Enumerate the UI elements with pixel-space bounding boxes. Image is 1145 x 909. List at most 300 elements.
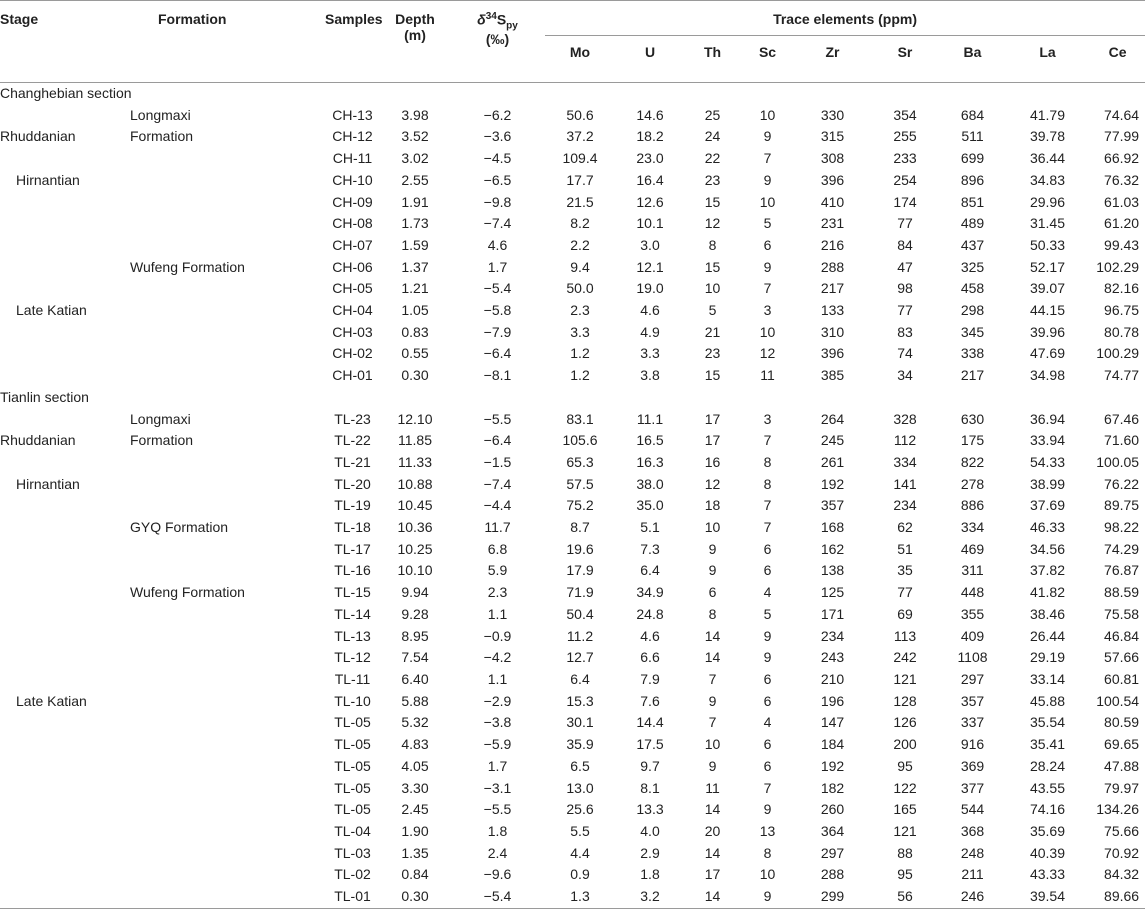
cell-ce: 96.75 [1104,302,1140,319]
cell-d34s: −3.8 [483,714,512,731]
cell-stage [0,712,130,734]
cell-d34s: −7.4 [483,215,512,232]
cell-sr: 77 [897,584,913,601]
cell-mo: 71.9 [566,584,594,601]
cell-formation [130,799,285,821]
cell-th: 9 [708,692,717,709]
cell-ce: 88.59 [1104,584,1140,601]
cell-formation [130,864,285,886]
cell-sample: CH-06 [332,258,373,275]
cell-sc: 6 [763,692,772,709]
cell-ba: 469 [960,540,985,557]
cell-sr: 255 [893,128,917,145]
table-row [0,409,1145,431]
cell-sample: CH-08 [332,215,373,232]
cell-sr: 98 [897,280,913,297]
header-delta34s [450,1,545,83]
cell-sc: 8 [763,844,772,861]
cell-th: 12 [704,215,721,232]
cell-zr: 288 [820,866,845,883]
header-sr: Sr [870,36,940,83]
header-ce: Ce [1090,36,1145,83]
cell-mo: 0.9 [570,866,590,883]
cell-mo: 65.3 [566,453,594,470]
cell-u: 8.1 [640,779,660,796]
cell-th: 15 [704,367,721,384]
cell-zr: 133 [820,302,845,319]
cell-zr: 264 [820,410,845,427]
cell-ba: 175 [960,432,985,449]
cell-sc: 13 [759,822,776,839]
table-row [0,343,1145,365]
cell-ce: 46.84 [1104,627,1140,644]
cell-depth: 1.21 [401,280,429,297]
cell-d34s: −1.5 [483,453,512,470]
cell-stage [0,734,130,756]
cell-mo: 8.7 [570,519,590,536]
table-row [0,647,1145,669]
cell-mo: 6.5 [570,757,590,774]
cell-u: 23.0 [636,150,664,167]
cell-d34s: −5.5 [483,410,512,427]
cell-stage [0,778,130,800]
cell-d34s: −6.4 [483,432,512,449]
cell-sample: TL-14 [334,605,371,622]
cell-mo: 5.5 [570,822,590,839]
cell-ce: 100.54 [1096,692,1140,709]
cell-la: 54.33 [1029,453,1066,470]
cell-formation [130,235,285,257]
cell-zr: 310 [820,323,845,340]
cell-sc: 9 [763,627,772,644]
cell-d34s: −6.5 [483,171,512,188]
cell-sr: 233 [893,150,917,167]
table-row [0,170,1145,192]
cell-stage: Late Katian [16,302,87,319]
cell-ba: 248 [960,844,985,861]
cell-ce: 75.66 [1104,822,1140,839]
cell-la: 26.44 [1029,627,1066,644]
table-row [0,756,1145,778]
table-row [0,843,1145,865]
table-row [0,734,1145,756]
table-row [0,539,1145,561]
cell-sample: CH-09 [332,193,373,210]
cell-stage [0,452,130,474]
cell-d34s: −9.6 [483,866,512,883]
cell-mo: 1.2 [570,367,590,384]
table-row [0,278,1145,300]
cell-sr: 165 [893,801,917,818]
cell-formation [130,778,285,800]
cell-sr: 174 [893,193,917,210]
cell-ce: 57.66 [1104,649,1140,666]
cell-sc: 10 [759,106,776,123]
cell-ba: 448 [960,584,985,601]
cell-stage [0,821,130,843]
cell-sc: 8 [763,453,772,470]
cell-stage [0,105,130,127]
cell-sc: 12 [759,345,776,362]
cell-sc: 7 [763,280,772,297]
cell-la: 39.54 [1005,886,1090,908]
cell-th: 17 [704,866,721,883]
header-delta34s-unit: (‰) [485,31,510,48]
cell-sr: 122 [893,779,917,796]
cell-sample: TL-18 [334,519,371,536]
cell-la: 33.94 [1029,432,1066,449]
cell-u: 13.3 [636,801,664,818]
cell-ba: 345 [960,323,985,340]
cell-stage [0,495,130,517]
cell-d34s: −2.9 [483,692,512,709]
cell-la: 29.19 [1029,649,1066,666]
cell-mo: 50.4 [566,605,594,622]
cell-depth: 3.98 [401,106,429,123]
cell-zr: 192 [820,757,845,774]
cell-ce: 74.64 [1104,106,1140,123]
cell-sc: 6 [763,562,772,579]
cell-ce: 61.03 [1104,193,1140,210]
cell-sc: 5 [763,605,772,622]
cell-zr: 147 [820,714,845,731]
cell-depth: 1.73 [401,215,429,232]
table-row [0,821,1145,843]
section-heading-row [0,387,1145,409]
cell-stage [0,626,130,648]
cell-zr: 315 [820,128,845,145]
header-samples: Samples [285,1,380,83]
cell-zr: 288 [820,258,845,275]
cell-sc: 9 [763,128,772,145]
cell-u: 7.9 [640,670,660,687]
table-row [0,126,1145,148]
cell-zr: 308 [820,150,845,167]
cell-depth: 1.90 [401,822,429,839]
cell-th: 16 [704,453,721,470]
cell-formation [130,560,285,582]
cell-d34s: −5.9 [483,736,512,753]
cell-stage [0,322,130,344]
cell-th: 7 [708,714,717,731]
header-stage: Stage [0,1,130,83]
cell-u: 3.0 [640,236,660,253]
header-depth-label: Depth [395,11,435,27]
cell-la: 35.54 [1029,714,1066,731]
cell-stage: Hirnantian [16,171,80,188]
cell-stage [0,365,130,387]
cell-ce: 77.99 [1104,128,1140,145]
cell-u: 38.0 [636,475,664,492]
cell-stage [0,756,130,778]
cell-d34s: 1.8 [487,822,508,839]
cell-stage: Late Katian [16,692,87,709]
cell-la: 29.96 [1029,193,1066,210]
header-delta34s-label: $\delta^{34}S_{py}$ [477,11,518,32]
cell-sample: TL-17 [334,540,371,557]
cell-depth: 1.91 [401,193,429,210]
cell-sr: 69 [897,605,913,622]
cell-d34s: 4.6 [487,236,508,253]
cell-th: 10 [704,519,721,536]
cell-zr: 396 [820,171,845,188]
cell-zr: 396 [820,345,845,362]
cell-la: 44.15 [1029,302,1066,319]
cell-d34s: −4.5 [483,150,512,167]
cell-u: 34.9 [636,584,664,601]
cell-la: 28.24 [1029,757,1066,774]
cell-ba: 1108 [957,649,988,666]
cell-th: 9 [708,562,717,579]
cell-sc: 3 [763,410,772,427]
cell-stage: Rhuddanian [0,128,76,145]
cell-sr: 84 [897,236,913,253]
cell-zr: 196 [820,692,845,709]
cell-stage [0,886,130,908]
cell-formation: Formation [130,432,194,449]
cell-sample: CH-12 [332,128,373,145]
cell-u: 19.0 [636,280,664,297]
cell-d34s: 2.4 [487,844,508,861]
cell-u: 35.0 [636,497,664,514]
cell-d34s: 1.1 [487,605,508,622]
cell-depth: 1.05 [401,302,429,319]
cell-la: 36.94 [1029,410,1066,427]
cell-formation: Wufeng Formation [130,258,245,275]
cell-sample: TL-03 [334,844,371,861]
cell-stage [0,799,130,821]
table-row [0,691,1145,713]
cell-depth: 12.10 [397,410,433,427]
cell-u: 4.6 [640,302,660,319]
table-row [0,778,1145,800]
cell-ce: 100.29 [1096,345,1140,362]
cell-ba: 338 [960,345,985,362]
cell-ba: 377 [960,779,985,796]
cell-formation [130,843,285,865]
cell-sample: TL-19 [334,497,371,514]
cell-th: 17 [704,410,721,427]
cell-sample: TL-11 [334,670,371,687]
cell-stage [0,278,130,300]
cell-mo: 9.4 [570,258,590,275]
cell-mo: 50.0 [566,280,594,297]
cell-sample: TL-22 [334,432,371,449]
cell-depth: 10.36 [397,519,433,536]
cell-sample: CH-10 [332,171,373,188]
cell-d34s: 6.8 [487,540,508,557]
cell-u: 1.8 [640,866,660,883]
cell-u: 16.4 [636,171,664,188]
cell-la: 39.96 [1029,323,1066,340]
cell-sc: 9 [763,171,772,188]
cell-u: 16.3 [636,453,664,470]
cell-formation [130,756,285,778]
cell-th: 20 [704,822,721,839]
cell-ce: 76.32 [1104,171,1140,188]
cell-th: 24 [704,128,721,145]
cell-sr: 51 [897,540,913,557]
section-heading-row [0,83,1145,105]
cell-sample: TL-13 [334,627,371,644]
cell-sample: CH-02 [332,345,373,362]
cell-th: 18 [704,497,721,514]
cell-sample: TL-05 [334,714,371,731]
cell-depth: 2.55 [401,171,429,188]
cell-th: 14 [685,886,740,908]
cell-depth: 0.83 [401,323,429,340]
cell-th: 23 [704,171,721,188]
cell-zr: 217 [820,280,845,297]
cell-ba: 278 [960,475,985,492]
cell-depth: 11.85 [398,432,432,449]
cell-la: 38.99 [1029,475,1066,492]
cell-depth: 10.10 [397,562,433,579]
cell-la: 46.33 [1029,519,1066,536]
cell-th: 21 [704,323,721,340]
cell-formation: Longmaxi [130,410,191,427]
cell-d34s: 1.7 [487,757,508,774]
cell-depth: 6.40 [401,670,429,687]
cell-la: 39.78 [1029,128,1066,145]
cell-d34s: 1.7 [487,258,508,275]
cell-depth: 1.35 [401,844,429,861]
cell-stage [0,148,130,170]
cell-sample: CH-05 [332,280,373,297]
cell-depth: 2.45 [401,801,429,818]
cell-mo: 2.3 [570,302,590,319]
cell-la: 40.39 [1029,844,1066,861]
cell-ce: 84.32 [1104,866,1140,883]
cell-la: 50.33 [1029,236,1066,253]
cell-mo: 57.5 [566,475,594,492]
cell-formation [130,213,285,235]
cell-mo: 75.2 [566,497,594,514]
table-row [0,495,1145,517]
cell-la: 34.98 [1029,367,1066,384]
cell-sr: 141 [893,475,917,492]
cell-ce: 89.75 [1104,497,1140,514]
cell-sr: 95 [897,866,913,883]
cell-ba: 544 [960,801,985,818]
cell-ba: 368 [960,822,985,839]
cell-depth: 3.02 [401,150,429,167]
cell-stage [0,213,130,235]
cell-ce: 100.05 [1096,453,1140,470]
cell-sr: 121 [893,822,917,839]
cell-u: 11.1 [636,410,664,427]
cell-formation: Longmaxi [130,106,191,123]
cell-formation [130,322,285,344]
cell-sc: 9 [763,258,772,275]
cell-th: 17 [704,432,721,449]
cell-u: 14.4 [636,714,664,731]
cell-formation [130,170,285,192]
cell-zr: 184 [820,736,845,753]
cell-sr: 200 [893,736,917,753]
cell-la: 37.82 [1029,562,1066,579]
table-row [0,864,1145,886]
cell-th: 15 [704,258,721,275]
table-row [0,235,1145,257]
cell-ba: 325 [960,258,985,275]
cell-depth: 1.37 [401,258,429,275]
cell-sample: CH-13 [332,106,373,123]
cell-d34s: −7.4 [483,475,512,492]
cell-th: 10 [704,736,721,753]
cell-d34s: −5.5 [483,801,512,818]
cell-depth: 7.54 [401,649,429,666]
cell-u: 4.9 [640,323,660,340]
cell-th: 14 [704,649,721,666]
cell-depth: 5.88 [401,692,429,709]
table-row [0,300,1145,322]
cell-sample: TL-23 [334,410,371,427]
table-row [0,604,1145,626]
header-zr: Zr [795,36,870,83]
cell-ce: 99.43 [1104,236,1140,253]
cell-u: 4.0 [640,822,660,839]
cell-u: 9.7 [640,757,660,774]
cell-formation [130,647,285,669]
cell-ba: 851 [960,193,985,210]
cell-sr: 113 [893,627,917,644]
cell-la: 74.16 [1029,801,1066,818]
cell-d34s: −5.4 [483,280,512,297]
cell-sc: 5 [763,215,772,232]
cell-la: 35.69 [1029,822,1066,839]
cell-d34s: −6.4 [483,345,512,362]
cell-th: 14 [704,627,721,644]
cell-d34s: −6.2 [483,106,512,123]
cell-ba: 311 [961,562,984,579]
cell-depth: 10.45 [397,497,433,514]
cell-depth: 9.94 [401,584,429,601]
cell-sample: TL-21 [334,453,371,470]
cell-depth: 0.84 [401,866,429,883]
cell-ba: 357 [960,692,985,709]
cell-ce: 47.88 [1104,757,1140,774]
cell-th: 25 [704,106,721,123]
cell-sample: TL-20 [334,475,371,492]
table-row [0,799,1145,821]
cell-mo: 6.4 [570,670,590,687]
cell-d34s: 11.7 [484,519,511,536]
cell-u: 17.5 [636,736,664,753]
cell-depth: 4.83 [401,736,429,753]
cell-ce: 70.92 [1104,844,1140,861]
cell-zr: 138 [820,562,845,579]
cell-d34s: 5.9 [487,562,508,579]
cell-ce: 80.78 [1104,323,1140,340]
cell-sample: TL-15 [334,584,371,601]
cell-zr: 243 [820,649,845,666]
cell-zr: 260 [820,801,845,818]
cell-depth: 0.55 [401,345,429,362]
header-ba: Ba [940,36,1005,83]
table-row [0,192,1145,214]
cell-mo: 1.3 [545,886,615,908]
cell-ce: 76.87 [1104,562,1140,579]
cell-sr: 121 [893,670,917,687]
cell-stage [0,409,130,431]
cell-depth: 9.28 [401,605,429,622]
cell-formation [130,712,285,734]
cell-ce: 60.81 [1104,670,1140,687]
cell-th: 15 [704,193,721,210]
cell-mo: 17.9 [566,562,594,579]
cell-ba: 458 [960,280,985,297]
